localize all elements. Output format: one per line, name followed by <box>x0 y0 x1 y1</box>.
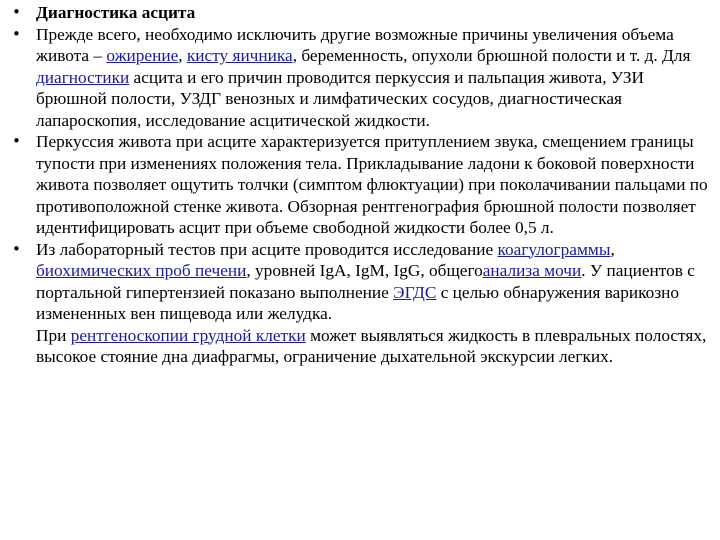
link-diagnostics[interactable]: диагностики <box>36 67 130 87</box>
link-ovary-cyst[interactable]: кисту яичника <box>186 46 293 65</box>
paragraph-text: , уровней IgA, IgM, IgG, общего <box>246 261 483 280</box>
link-obesity[interactable]: ожирение <box>106 46 179 65</box>
paragraph-text: с целью обнаружения варикозно измененных вен пищевода или желудка. <box>36 282 680 323</box>
paragraph-text: , <box>178 46 187 65</box>
paragraph-text: Прежде всего, необходимо исключить другие возможные причины увеличения объема живота – <box>36 24 674 65</box>
bullet-marker-icon: • <box>12 3 21 21</box>
link-urinalysis[interactable]: анализа мочи <box>482 261 582 280</box>
link-coagulogram[interactable]: коагулограммы <box>497 239 611 259</box>
paragraph-text: При <box>36 325 71 345</box>
bullet-list <box>12 2 710 368</box>
link-chest-xray[interactable]: рентгеноскопии грудной клетки <box>70 325 306 345</box>
paragraph-continuation <box>36 325 710 368</box>
bullet-marker-icon: • <box>12 24 21 43</box>
paragraph-text: Перкуссия живота при асците характеризуется притуплением звука, смещением границы тупости при изменениях положения тела. Прикладывание ладони к боковой поверхности живота позволяет ощутить толчки (симптом флюктуации) при поколачивании пальцами по противоположной стенке живота. Обзорная рентгенография брюшной полости позволяет идентифицировать асцит при объеме свободной жидкости более 0,5 л. <box>36 132 708 237</box>
bullet-item-percussion <box>12 131 710 239</box>
paragraph-text: асцита и его причин проводится перкуссия и пальпация живота, УЗИ брюшной полости, УЗДГ венозных и лимфатических сосудов, диагностическая лапароскопия, исследование асцитической жидкости. <box>36 67 645 130</box>
paragraph-text: может выявляться жидкость в плевральных полостях, высокое стояние дна диафрагмы, ограничение дыхательной экскурсии легких. <box>36 325 707 366</box>
paragraph-text: , <box>610 239 615 259</box>
bullet-item-heading <box>12 2 710 24</box>
link-egds[interactable]: ЭГДС <box>393 282 437 302</box>
paragraph-text: . У пациентов с портальной гипертензией показано выполнение <box>36 261 695 302</box>
bullet-marker-icon: • <box>12 239 21 258</box>
bullet-item-lab-tests <box>12 239 710 368</box>
paragraph-text: Из лабораторный тестов при асците проводится исследование <box>36 239 498 259</box>
section-heading: Диагностика асцита <box>36 3 196 22</box>
link-liver-tests[interactable]: биохимических проб печени <box>36 261 247 280</box>
paragraph-text: , беременность, опухоли брюшной полости и т. д. Для <box>292 46 691 65</box>
bullet-marker-icon: • <box>12 132 21 150</box>
bullet-item-differential <box>12 24 710 132</box>
